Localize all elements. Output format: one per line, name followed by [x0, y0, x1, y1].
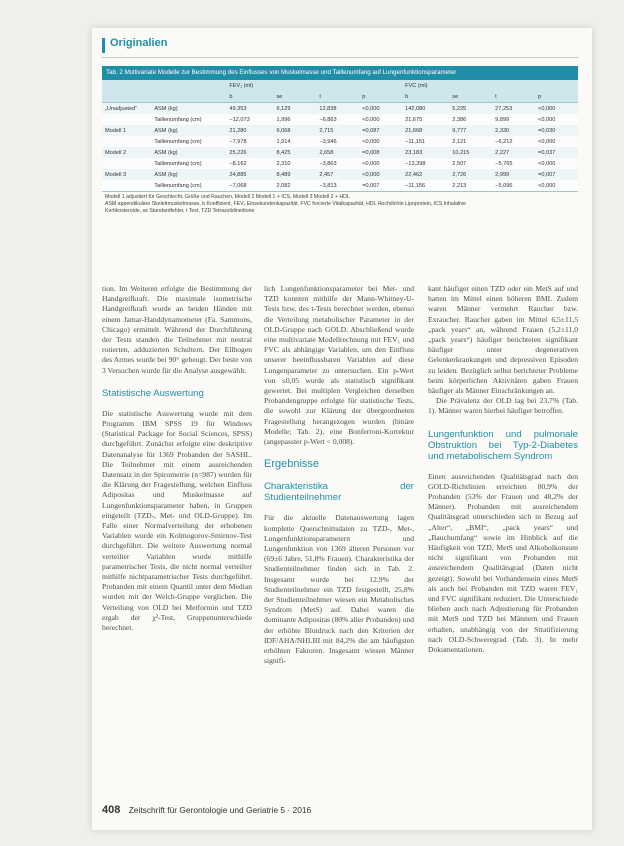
value-cell: =0,037	[535, 147, 578, 158]
value-cell: −11,151	[402, 136, 449, 147]
table-column-header	[102, 91, 578, 103]
group-fvc: FVC (ml)	[402, 80, 578, 91]
value-cell: −3,813	[316, 180, 359, 191]
value-cell: 142,080	[402, 103, 449, 115]
variable-cell: ASM (kg)	[151, 169, 226, 180]
value-cell: <0,000	[535, 136, 578, 147]
table-row	[102, 180, 578, 191]
table-row	[102, 125, 578, 136]
group-fev: FEV₁ (ml)	[226, 80, 402, 91]
value-cell: 1,914	[274, 136, 317, 147]
value-cell: 6,129	[274, 103, 317, 115]
footnote-line: Modell 1 adjustiert für Geschlecht, Größe und Rauchen, Modell 2 Modell 1 + ICS, Modell 3 Modell 2 + HDL	[105, 194, 350, 200]
paragraph: Einen ausreichenden Qualitätsgrad nach den GOLD-Richtlinien erreichten 80,9% der Probanden (53% der Frauen und 48,2% der Männer). Probanden mit ausreichendem Qualitätsgrad unterschieden sich in Bezug auf „Alter“, „BMI“, „pack years“ und „Bauchumfang“ sowie im Hinblick auf die Häufigkeit von TZD, MetS und Alkoholkonsum nicht signifikant von Probanden mit ausreichendem Qualitätsgrad (Daten nicht gezeigt). Sowohl bei Vorhandensein eines MetS als auch bei Probanden mit TZD waren FEV₁ und FVC signifikant reduziert. Die Unterschiede blieben auch nach Adjustierung für Probanden mit MetS und TZD bei Männern und Frauen erhalten, unabhängig von der Stratifizierung nach OLD-Schweregrad (Tab. 3). In mehr Dokumentationen.	[428, 471, 578, 655]
table-row	[102, 103, 578, 115]
text-column-1	[102, 284, 252, 633]
value-cell: 24,885	[226, 169, 273, 180]
value-cell: −5,096	[492, 180, 535, 191]
value-cell: 2,330	[492, 125, 535, 136]
regression-table	[102, 80, 578, 191]
value-cell: <0,000	[535, 180, 578, 191]
journal-page	[92, 28, 592, 830]
rubric-label: Originalien	[110, 37, 168, 49]
table-caption: Tab. 2 Multivariate Modelle zur Bestimmung des Einflusses von Muskelmasse und Taillenumfang auf Lungenfunktionsparameter	[102, 66, 578, 80]
value-cell: −7,978	[226, 136, 273, 147]
value-cell: 2,658	[316, 147, 359, 158]
value-cell: <0,000	[359, 114, 402, 125]
value-cell: 2,999	[492, 169, 535, 180]
value-cell: 2,082	[274, 180, 317, 191]
value-cell: 9,899	[492, 114, 535, 125]
value-cell: 10,215	[449, 147, 492, 158]
value-cell: −8,162	[226, 158, 273, 169]
model-cell	[102, 158, 151, 169]
section-heading-statistics: Statistische Auswertung	[102, 387, 204, 399]
value-cell: 2,310	[274, 158, 317, 169]
value-cell: 21,675	[402, 114, 449, 125]
journal-name: Zeitschrift für Gerontologie und Geriatrie 5 · 2016	[128, 805, 312, 815]
subsection-heading-lung-function: Lungenfunktion und pulmonale Obstruktion bei Typ-2-Diabetes und metabolischem Syndrom	[428, 428, 578, 462]
value-cell: 9,777	[449, 125, 492, 136]
value-cell: 5,225	[449, 103, 492, 115]
value-cell: −11,156	[402, 180, 449, 191]
table-footnote	[102, 192, 578, 217]
value-cell: 2,507	[449, 158, 492, 169]
col-header: b	[226, 91, 273, 103]
footnote-line: ASM appendikuläre Skelettmuskelmasse, b Koeffizient, FEV₁ Einsekundenkapazität, FVC forcierte Vitalkapazität, HDL Hochdichte Lipoprotein, ICS Inhalative	[105, 201, 466, 207]
value-cell: 21,280	[226, 125, 273, 136]
variable-cell: ASM (kg)	[151, 147, 226, 158]
table-row	[102, 136, 578, 147]
page-footer	[102, 804, 311, 816]
col-header: p	[359, 91, 402, 103]
table-row	[102, 147, 578, 158]
value-cell: =0,087	[359, 125, 402, 136]
value-cell: −3,863	[316, 158, 359, 169]
value-cell: <0,000	[535, 103, 578, 115]
model-cell	[102, 180, 151, 191]
col-header	[151, 91, 226, 103]
model-cell: Modell 1	[102, 125, 151, 136]
col-header: t	[492, 91, 535, 103]
model-cell	[102, 136, 151, 147]
value-cell: 22,462	[402, 169, 449, 180]
variable-cell: ASM (kg)	[151, 125, 226, 136]
value-cell: <0,000	[359, 158, 402, 169]
col-header: t	[316, 91, 359, 103]
value-cell: −12,073	[226, 114, 273, 125]
blank-cell	[151, 80, 226, 91]
value-cell: 2,227	[492, 147, 535, 158]
header-rule	[102, 57, 578, 58]
value-cell: 8,425	[274, 147, 317, 158]
page-number: 408	[102, 804, 121, 816]
col-header: b	[402, 91, 449, 103]
paragraph: Die Prävalenz der OLD lag bei 23,7% (Tab. 1). Männer waren hierbei häufiger betroffen.	[428, 396, 578, 416]
variable-cell: ASM (kg)	[151, 103, 226, 115]
text-column-3	[428, 284, 578, 655]
value-cell: 2,457	[316, 169, 359, 180]
value-cell: 25,226	[226, 147, 273, 158]
table-group-header	[102, 80, 578, 91]
value-cell: 2,213	[449, 180, 492, 191]
value-cell: <0,000	[359, 169, 402, 180]
value-cell: −7,068	[226, 180, 273, 191]
value-cell: −13,398	[402, 158, 449, 169]
variable-cell: Taillenumfang (cm)	[151, 136, 226, 147]
value-cell: −3,946	[316, 136, 359, 147]
value-cell: <0,000	[359, 103, 402, 115]
value-cell: 23,183	[402, 147, 449, 158]
value-cell: 2,726	[449, 169, 492, 180]
value-cell: =0,008	[359, 147, 402, 158]
footnote-line: Kortikosteroide, se Standardfehler, t Test, TZD Tetrazolidinedione	[105, 208, 255, 214]
paragraph: tion. Im Weiteren erfolgte die Bestimmung der Handgreifkraft. Die maximale isometrische Handgreifkraft wurde an beiden Händen mit einem Jamar-Handdynamometer (Fa. Sammons, Chicago) ermittelt. Während der Durchführung der Tests standen die Teilnehmer mit neutral rotierten, adduzierten Schultern. Der Ellbogen des Armes wurde bei 90° gebeugt. Der beste von 3 Versuchen wurde für die Analyse ausgewählt.	[102, 284, 252, 375]
value-cell: 49,353	[226, 103, 273, 115]
paragraph: Für die aktuelle Datenauswertung lagen komplette Querschnittsdaten zu TZD-, Met-, Lungenfunktionsparametern und Lungenfunktion von 1369 älteren Personen vor (69±6 Jahre, 51,8% Frauen). Charakteristika der Studienteilnehmer finden sich in Tab. 2. Insgesamt wurde bei 12,9% der Studienteilnehmer ein TZD festgestellt, 25,8% der Studienteilnehmer wiesen ein Metabolisches Syndrom (MetS) auf. Dabei waren die dominante Adipositas (80% aller Probanden) und der erhöhte Blutdruck nach den Kriterien der IDF/AHA/NHLBI mit 84,2% die am häufigsten erhöhten Faktoren. Insgesamt wiesen Männer signifi-	[264, 513, 414, 666]
model-cell: Modell 2	[102, 147, 151, 158]
value-cell: 8,489	[274, 169, 317, 180]
subsection-heading-characteristics: Charakteristika der Studienteilnehmer	[264, 481, 414, 504]
variable-cell: Taillenumfang (cm)	[151, 114, 226, 125]
variable-cell: Taillenumfang (cm)	[151, 180, 226, 191]
section-heading-results: Ergebnisse	[264, 458, 320, 471]
table-body	[102, 103, 578, 192]
paragraph: lich Lungenfunktionsparameter bei Met- und TZD konnten mithilfe der Mann-Whitney-U-Tests bzw. des t-Tests berechnet werden, ebenso die Verteilung metabolischer Parameter in der OLD-Gruppe nach GOLD. Abschließend wurde eine multivariate Modellrechnung mit FEV₁ und FVC als abhängige Variablen, um den Einfluss unserer beeinflussbaren Variablen auf diese Lungenparameter zu untersuchen. Ein p-Wert von ≤0,05 wurde als statistisch signifikant gewertet. Bei multiplen Vergleichen derselben Probandengruppe erfolgte für statistische Tests, die sowohl zur Klärung der übergeordneten Fragestellung herangezogen wurden (binäre Modelle; Tab. 2), eine Bonferroni-Korrektur (angepasster p-Wert < 0,008).	[264, 284, 414, 447]
text-column-2	[264, 284, 414, 667]
value-cell: −6,212	[492, 136, 535, 147]
rubric-bar	[102, 38, 105, 53]
table-row	[102, 169, 578, 180]
model-cell: „Unadjusted“	[102, 103, 151, 115]
col-header: p	[535, 91, 578, 103]
value-cell: <0,000	[535, 158, 578, 169]
blank-cell	[102, 80, 151, 91]
table-row	[102, 158, 578, 169]
variable-cell: Taillenumfang (cm)	[151, 158, 226, 169]
value-cell: =0,007	[359, 180, 402, 191]
col-header: se	[274, 91, 317, 103]
value-cell: <0,000	[359, 136, 402, 147]
value-cell: 2,386	[449, 114, 492, 125]
value-cell: 12,838	[316, 103, 359, 115]
results-table	[102, 66, 578, 217]
paragraph: kant häufiger einen TZD oder ein MetS auf und hatten im Mittel einen höheren BMI. Zudem waren Männer vermehrt Raucher bzw. Exraucher. Raucher gaben im Mittel 6,5±11,5 „pack years“ an, während Frauen (5,2±11,0 „pack years“) häufiger berichteten signifikant häufiger unter degenerativen Gelenkerkrankungen und depressiven Episoden zu leiden. Bezüglich selbst berichteter Probleme beim körperlichen Aktivitäten gaben Frauen häufiger als Männer Einschränkungen an.	[428, 284, 578, 396]
value-cell: −6,863	[316, 114, 359, 125]
value-cell: 1,996	[274, 114, 317, 125]
value-cell: 21,668	[402, 125, 449, 136]
value-cell: 27,253	[492, 103, 535, 115]
model-cell: Modell 3	[102, 169, 151, 180]
value-cell: 2,715	[316, 125, 359, 136]
value-cell: =0,030	[535, 125, 578, 136]
col-header	[102, 91, 151, 103]
value-cell: <0,000	[535, 114, 578, 125]
value-cell: =0,007	[535, 169, 578, 180]
table-row	[102, 114, 578, 125]
value-cell: −5,765	[492, 158, 535, 169]
paragraph: Die statistische Auswertung wurde mit dem Programm IBM SPSS 19 für Windows (Statistical Package for Social Sciences, SPSS) durchgeführt. Zunächst erfolgte eine deskriptive Datenanalyse für 1369 Probanden der SASHL. Die Teilnehmer mit einem ausreichenden Datensatz in der Spirometrie (n=987) wurden für die Klärung der Fragestellung, welchen Einfluss Adipositas und Muskelmasse auf Lungenfunktionsparameter haben, in Gruppen eingeteilt (TZD-, Met- und OLD-Gruppe). Im Falle einer Normalverteilung der erhobenen Variablen wurde ein Kolmogorov-Smirnov-Test durchgeführt. Die weitere Auswertung normal verteilter Variablen wurde mithilfe parametrischer Tests, die nicht normal verteilter mithilfe nichtparametrischer Tests durchgeführt. Probanden mit einem Quantil unter dem Median wurden mit der Welch-Gruppe verglichen. Die Verteilung von OLD bei Metformin und TZD ergab der χ²-Test, Gruppenunterschiede berechnet.	[102, 408, 252, 633]
col-header: se	[449, 91, 492, 103]
value-cell: 6,068	[274, 125, 317, 136]
model-cell	[102, 114, 151, 125]
value-cell: 2,121	[449, 136, 492, 147]
